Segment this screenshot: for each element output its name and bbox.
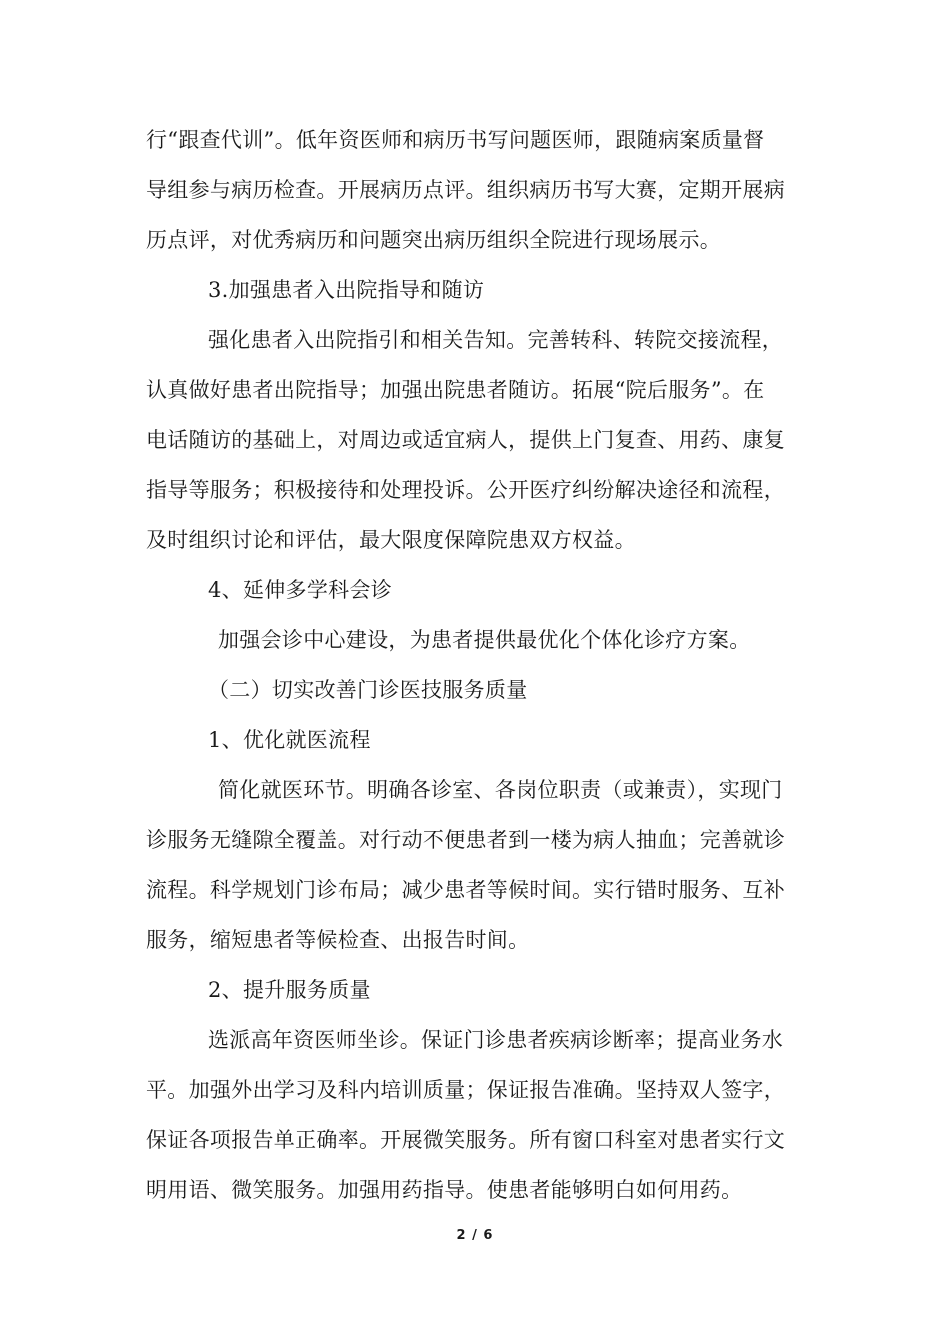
section-heading: 3.加强患者入出院指导和随访 bbox=[208, 278, 485, 302]
paragraph-line: 电话随访的基础上，对周边或适宜病人，提供上门复查、用药、康复 bbox=[146, 428, 785, 452]
document-body bbox=[146, 115, 806, 1215]
paragraph-line: 选派高年资医师坐诊。保证门诊患者疾病诊断率；提高业务水 bbox=[208, 1028, 784, 1052]
paragraph-line: 加强会诊中心建设，为患者提供最优化个体化诊疗方案。 bbox=[218, 628, 751, 652]
page-number: 2 / 6 bbox=[456, 1228, 494, 1243]
paragraph-line: 及时组织讨论和评估，最大限度保障院患双方权益。 bbox=[146, 528, 636, 552]
paragraph-line: 诊服务无缝隙全覆盖。对行动不便患者到一楼为病人抽血；完善就诊 bbox=[146, 828, 785, 852]
paragraph-line: 导组参与病历检查。开展病历点评。组织病历书写大赛，定期开展病 bbox=[146, 178, 785, 202]
paragraph-line: 平。加强外出学习及科内培训质量；保证报告准确。坚持双人签字， bbox=[146, 1078, 785, 1102]
paragraph-line: 历点评，对优秀病历和问题突出病历组织全院进行现场展示。 bbox=[146, 228, 722, 252]
paragraph-line: 服务，缩短患者等候检查、出报告时间。 bbox=[146, 928, 530, 952]
paragraph-line: 明用语、微笑服务。加强用药指导。使患者能够明白如何用药。 bbox=[146, 1178, 743, 1202]
section-heading: 4、延伸多学科会诊 bbox=[208, 578, 393, 602]
paragraph-line: 保证各项报告单正确率。开展微笑服务。所有窗口科室对患者实行文 bbox=[146, 1128, 785, 1152]
paragraph-line: 认真做好患者出院指导；加强出院患者随访。拓展“院后服务”。在 bbox=[146, 378, 765, 402]
paragraph-line: 行“跟查代训”。低年资医师和病历书写问题医师，跟随病案质量督 bbox=[146, 128, 765, 152]
paragraph-line: 强化患者入出院指引和相关告知。完善转科、转院交接流程， bbox=[208, 328, 784, 352]
paragraph-line: 流程。科学规划门诊布局；减少患者等候时间。实行错时服务、互补 bbox=[146, 878, 785, 902]
section-heading: 2、提升服务质量 bbox=[208, 978, 371, 1002]
section-heading: 1、优化就医流程 bbox=[208, 728, 371, 752]
section-heading: （二）切实改善门诊医技服务质量 bbox=[208, 678, 528, 702]
paragraph-line: 指导等服务；积极接待和处理投诉。公开医疗纠纷解决途径和流程， bbox=[146, 478, 785, 502]
paragraph-line: 简化就医环节。明确各诊室、各岗位职责（或兼责），实现门 bbox=[218, 778, 783, 802]
